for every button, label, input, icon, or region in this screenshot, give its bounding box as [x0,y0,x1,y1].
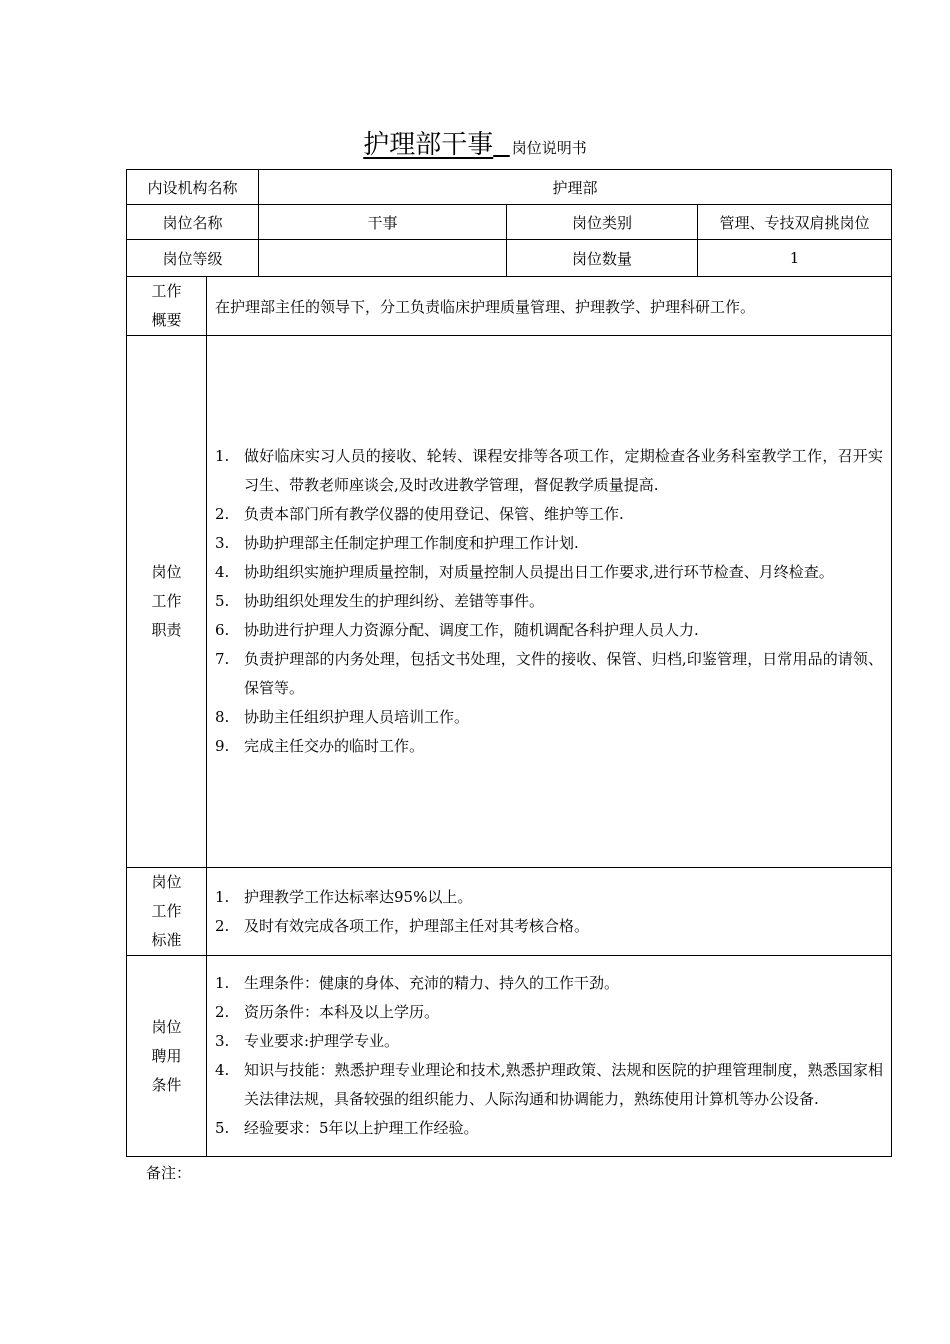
row-level [127,240,892,277]
duties-list-cell [207,336,892,868]
row-requirements [127,956,892,1157]
title-sub: 岗位说明书 [511,139,587,157]
page-title [0,124,950,161]
requirements-list [215,969,883,1143]
summary-label-line1: 工作 [151,282,182,300]
list-item: 4. 协助组织实施护理质量控制，对质量控制人员提出日工作要求,进行环节检查、月终检查。 [215,563,834,581]
duties-list [215,442,883,761]
list-item: 8. 协助主任组织护理人员培训工作。 [215,708,470,726]
list-item: 1. 生理条件：健康的身体、充沛的精力、持久的工作干劲。 [215,974,620,992]
standards-list [215,883,883,941]
title-underline-pad [493,130,510,160]
requirements-label-line1: 岗位 [151,1017,182,1036]
duties-label-line3: 职责 [151,621,182,639]
position-name-label: 岗位名称 [127,205,259,240]
list-item: 2. 及时有效完成各项工作，护理部主任对其考核合格。 [215,916,590,935]
row-standards [127,868,892,956]
position-count-value: 1 [698,240,892,277]
duties-label [127,336,207,868]
remark-label: 备注： [146,1164,192,1182]
list-item: 1. 护理教学工作达标率达95%以上。 [215,887,473,906]
duties-label-line1: 岗位 [151,563,182,581]
job-description-table [126,169,892,1157]
row-duties [127,336,892,868]
list-item: 1. 做好临床实习人员的接收、轮转、课程安排等各项工作，定期检查各业务科室教学工作，召开实习生、带教老师座谈会,及时改进教学管理，督促教学质量提高. [215,447,884,494]
list-item: 2. 负责本部门所有教学仪器的使用登记、保管、维护等工作. [215,505,624,523]
position-category-value: 管理、专技双肩挑岗位 [698,205,892,240]
requirements-label [127,956,207,1157]
list-item: 3. 协助护理部主任制定护理工作制度和护理工作计划. [215,534,579,552]
position-category-label: 岗位类别 [507,205,698,240]
position-level-value [259,240,507,277]
list-item: 6. 协助进行护理人力资源分配、调度工作，随机调配各科护理人员人力. [215,621,699,639]
standards-label-line3: 标准 [151,931,182,949]
row-position [127,205,892,240]
list-item: 3. 专业要求:护理学专业。 [215,1032,400,1050]
summary-label [127,277,207,336]
duties-label-line2: 工作 [151,592,182,610]
list-item: 4. 知识与技能：熟悉护理专业理论和技术,熟悉护理政策、法规和医院的护理管理制度，熟悉国家相关法律法规，具备较强的组织能力、人际沟通和协调能力，熟练使用计算机等办公设备. [215,1061,884,1108]
department-label: 内设机构名称 [127,170,259,205]
standards-label-line2: 工作 [151,902,182,920]
row-department [127,170,892,205]
summary-label-line2: 概要 [151,311,182,329]
position-count-label: 岗位数量 [507,240,698,277]
list-item: 9. 完成主任交办的临时工作。 [215,737,425,755]
requirements-label-line3: 条件 [151,1075,182,1094]
requirements-label-line2: 聘用 [151,1046,182,1065]
list-item: 5. 经验要求：5年以上护理工作经验。 [215,1119,479,1137]
list-item: 2. 资历条件：本科及以上学历。 [215,1003,440,1021]
position-level-label: 岗位等级 [127,240,259,277]
requirements-list-cell [207,956,892,1157]
standards-label [127,868,207,956]
position-name-value: 干事 [259,205,507,240]
title-main: 护理部干事 [363,130,494,160]
standards-list-cell [207,868,892,956]
standards-label-line1: 岗位 [151,873,182,891]
summary-text: 在护理部主任的领导下，分工负责临床护理质量管理、护理教学、护理科研工作。 [207,277,892,336]
list-item: 5. 协助组织处理发生的护理纠纷、差错等事件。 [215,592,545,610]
list-item: 7. 负责护理部的内务处理，包括文书处理，文件的接收、保管、归档,印鉴管理，日常用品的请领、保管等。 [215,650,884,697]
row-summary [127,277,892,336]
department-value: 护理部 [259,170,892,205]
